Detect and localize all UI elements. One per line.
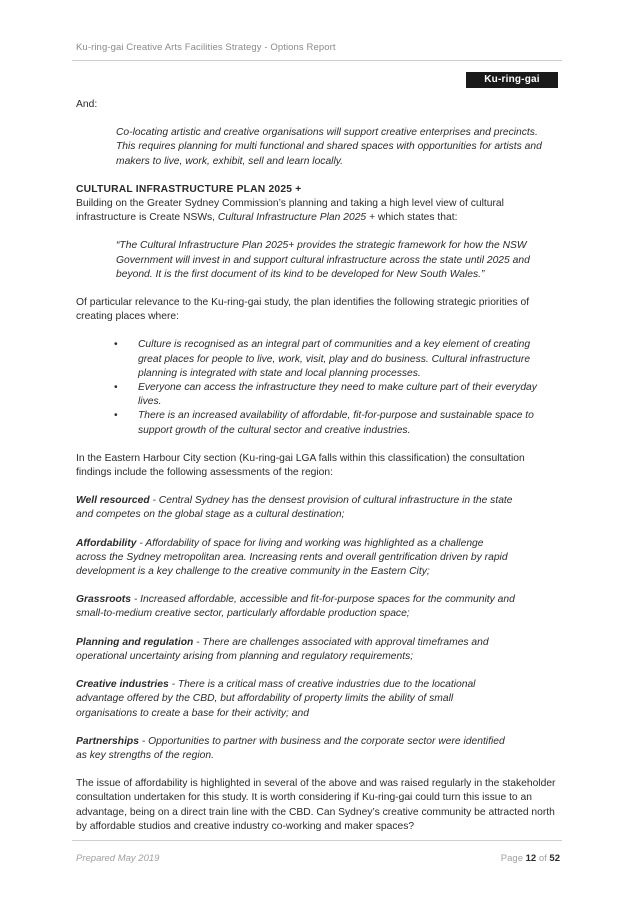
- relevance-paragraph: Of particular relevance to the Ku-ring-gai study, the plan identifies the following strategic priorities of creating places where:: [76, 297, 530, 323]
- council-logo: Ku-ring-gai Council: [466, 72, 558, 88]
- assessment-item: [76, 678, 516, 721]
- assessment-term: Affordability: [76, 537, 137, 549]
- intro-suffix: which states that:: [375, 212, 458, 224]
- total-pages: 52: [549, 853, 560, 864]
- body-content: [76, 98, 562, 834]
- bullet-text: Everyone can access the infrastructure they need to make culture part of their everyday lives.: [138, 382, 537, 408]
- list-item: [114, 381, 556, 409]
- prepared-date: Prepared May 2019: [76, 853, 160, 864]
- header-divider: [72, 60, 562, 61]
- intro-paragraph: [76, 197, 562, 225]
- assessment-term: Partnerships: [76, 735, 139, 747]
- plan-title: Cultural Infrastructure Plan 2025 +: [217, 212, 376, 224]
- intro-prefix: Building on the Greater Sydney Commission’s planning and taking a high level view of cultural infrastructure is Create NSWs,: [76, 198, 504, 224]
- closing-paragraph: The issue of affordability is highlighted in several of the above and was raised regularly in the stakeholder consultation undertaken for this study. It is worth considering if Ku-ring-gai could turn this issue to an advantage, being on a direct train line with the CBD. Can Sydney’s creative community be attracted north by affordable studios and creative industry co-working and maker spaces?: [76, 778, 556, 832]
- assessment-term: Well resourced: [76, 495, 150, 507]
- assessment-text: - Opportunities to partner with business and the corporate sector were identified as key strengths of the region.: [76, 735, 505, 761]
- bullet-icon: •: [114, 339, 118, 351]
- assessment-item: [76, 735, 516, 763]
- assessment-term: Planning and regulation: [76, 636, 194, 648]
- assessment-item: [76, 494, 516, 522]
- bullet-icon: •: [114, 410, 118, 422]
- quote-colocating: Co-locating artistic and creative organisations will support creative enterprises and precincts. This requires planning for multi functional and shared spaces with opportunities for artists and makers to live, work, exhibit, sell and learn locally.: [116, 127, 542, 167]
- quote-plan: “The Cultural Infrastructure Plan 2025+ provides the strategic framework for how the NSW Government will invest in and support cultural infrastructure across the state until 2025 and beyond. It is the first document of its kind to be developed for New South Wales.”: [116, 240, 530, 280]
- assessment-term: Creative industries: [76, 679, 169, 691]
- list-item: [114, 338, 556, 381]
- running-header: Ku-ring-gai Creative Arts Facilities Strategy - Options Report: [76, 42, 336, 53]
- priority-list: [76, 338, 562, 437]
- footer-divider: [72, 840, 562, 841]
- list-item: [114, 409, 556, 437]
- assessment-text: - Affordability of space for living and working was highlighted as a challenge across the Sydney metropolitan area. Increasing rents and overall gentrification driven by rapid development is a key challenge to the creative community in the Eastern City;: [76, 537, 508, 578]
- bullet-icon: •: [114, 382, 118, 394]
- bullet-text: Culture is recognised as an integral part of communities and a key element of creating great places for people to live, work, visit, play and do business. Cultural infrastructure planning is integrated with state and local planning processes.: [138, 339, 531, 379]
- assessment-item: [76, 537, 516, 580]
- assessment-item: [76, 636, 516, 664]
- eastern-paragraph: In the Eastern Harbour City section (Ku-ring-gai LGA falls within this classification) the consultation findings include the following assessments of the region:: [76, 452, 525, 479]
- assessment-term: Grassroots: [76, 594, 131, 606]
- of-label: of: [538, 853, 547, 864]
- current-page: 12: [525, 853, 537, 864]
- assessment-text: - Central Sydney has the densest provision of cultural infrastructure in the state and competes on the global stage as a cultural destination;: [76, 495, 513, 521]
- and-label: And:: [76, 99, 98, 110]
- assessment-text: - Increased affordable, accessible and fit-for-purpose spaces for the community and small-to-medium creative sector, particularly affordable production space;: [76, 594, 515, 620]
- page-number: [501, 853, 560, 864]
- assessment-item: [76, 593, 516, 621]
- assessment-text: - There are challenges associated with approval timeframes and operational uncertainty arising from planning and regulatory requirements;: [76, 636, 489, 662]
- section-heading: CULTURAL INFRASTRUCTURE PLAN 2025 +: [76, 183, 302, 195]
- assessment-text: - There is a critical mass of creative industries due to the locational advantage offered by the CBD, but affordability of property limits the ability of small organisations to create a base for their activity; and: [76, 679, 476, 719]
- bullet-text: There is an increased availability of affordable, fit-for-purpose and sustainable space to support growth of the cultural sector and creative industries.: [138, 410, 534, 436]
- page-label: Page: [500, 853, 523, 864]
